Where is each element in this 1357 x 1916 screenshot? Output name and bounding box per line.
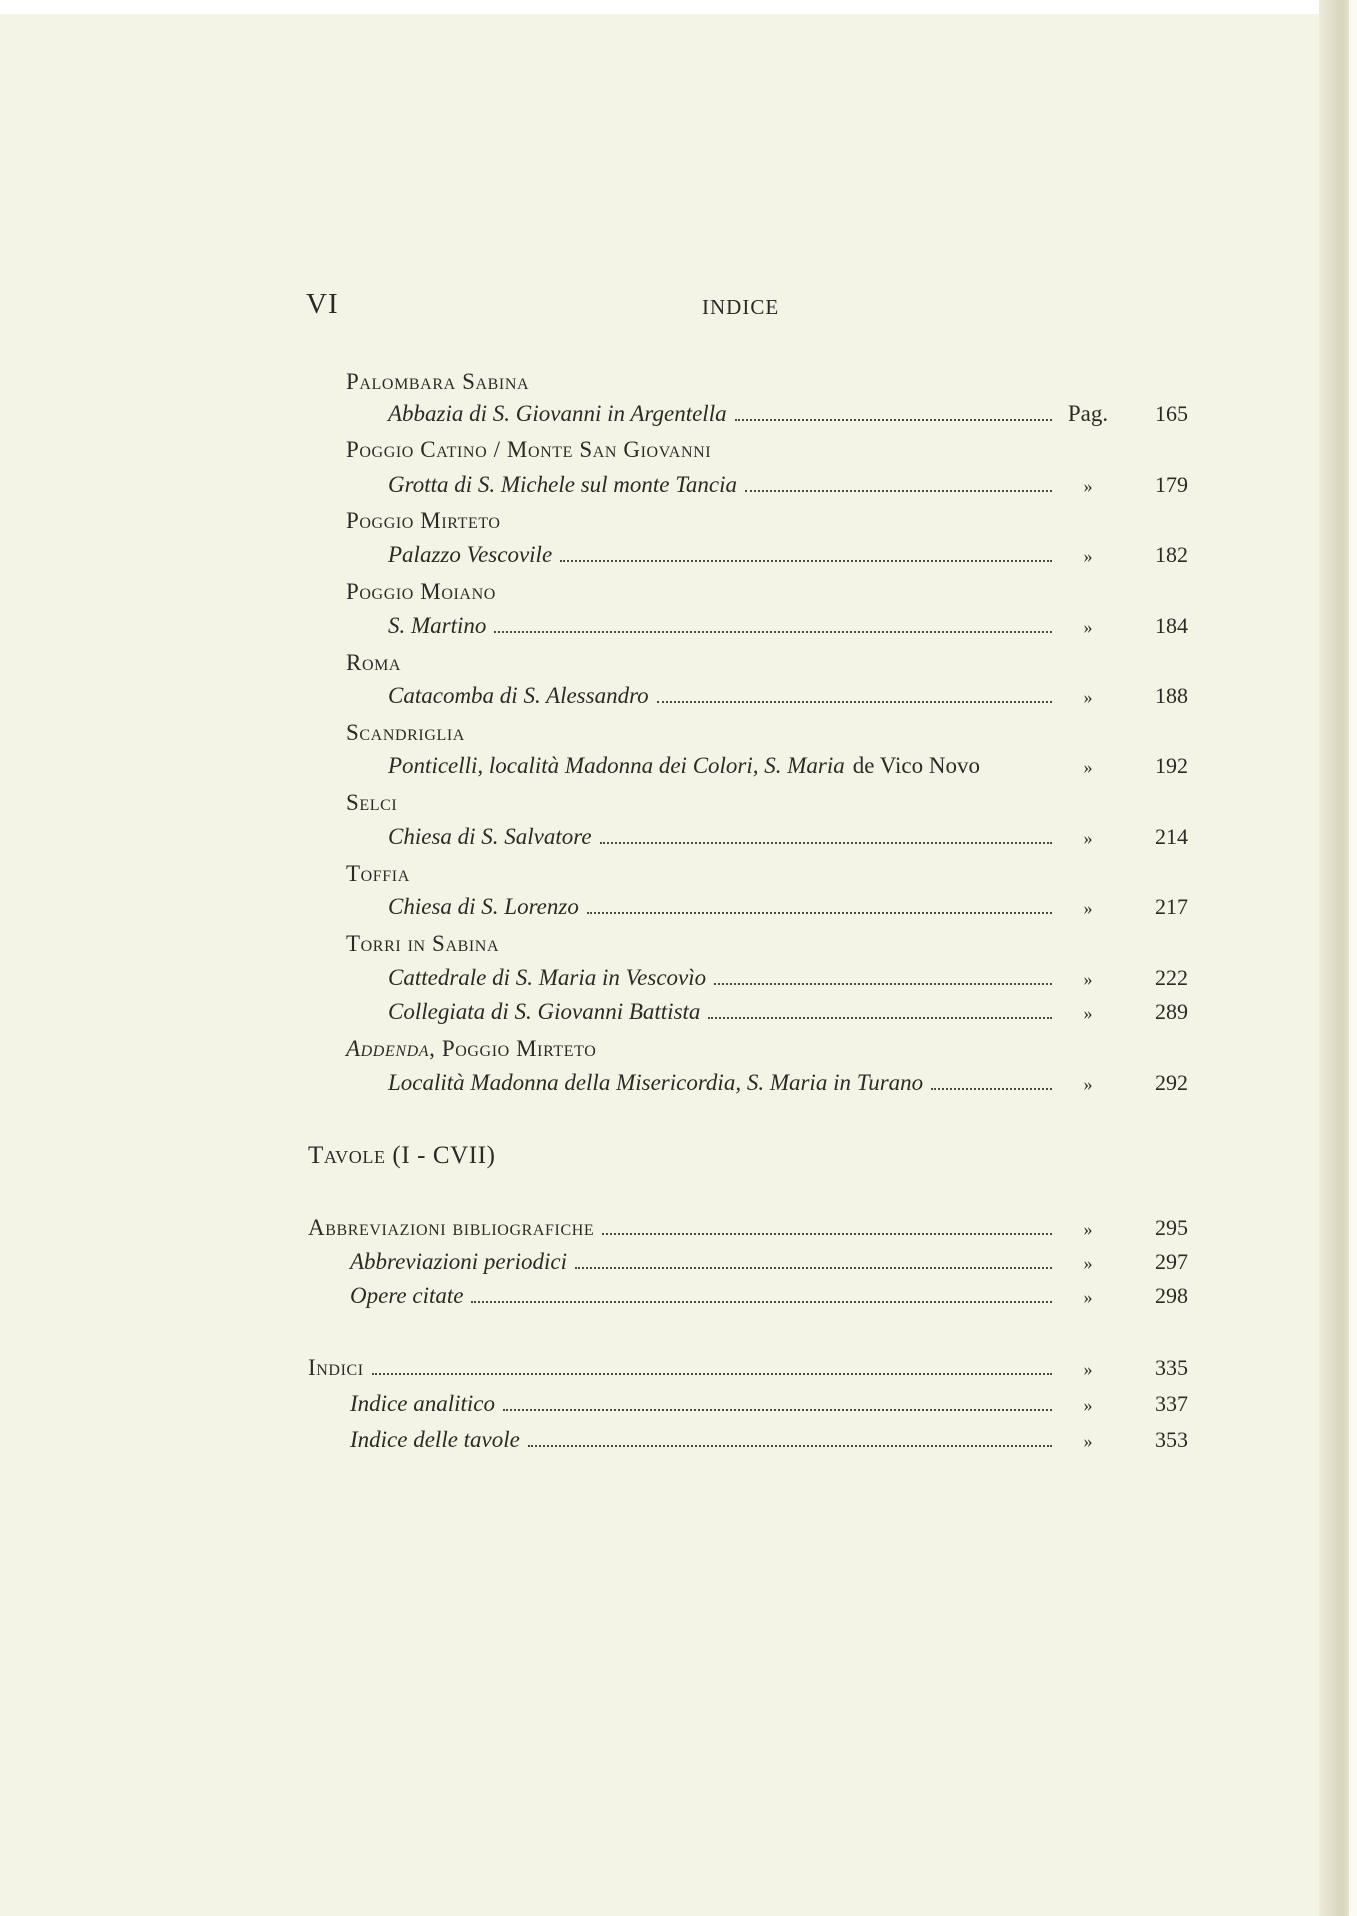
dot-leader [600, 842, 1052, 844]
toc-entry-ref: » [1083, 898, 1093, 918]
toc-entry-ref: » [1083, 1219, 1093, 1239]
toc-place-heading: Palombara Sabina [346, 369, 530, 394]
dot-leader [471, 1301, 1052, 1303]
toc-entry-title: Chiesa di S. Salvatore [388, 824, 592, 849]
toc-entry-ref: » [1083, 757, 1093, 777]
toc-entry[interactable] [388, 469, 1188, 501]
toc-entry-ref: » [1083, 476, 1093, 496]
page-header [306, 288, 1206, 328]
toc-entry-page: 192 [1155, 753, 1188, 778]
dot-leader [494, 631, 1052, 633]
toc-entry[interactable] [388, 680, 1188, 712]
toc-entry-title: Abbazia di S. Giovanni in Argentella [388, 401, 727, 426]
toc-entry-title: Abbreviazioni periodici [350, 1249, 567, 1274]
toc-entry-title: Indice analitico [350, 1391, 495, 1416]
running-head: INDICE [702, 295, 780, 319]
toc-entry[interactable] [388, 398, 1188, 430]
toc-entry-ref: » [1083, 1395, 1093, 1415]
toc-entry[interactable] [350, 1388, 1188, 1420]
toc-place-heading: Poggio Moiano [346, 579, 496, 604]
toc-entry-page: 165 [1155, 401, 1188, 426]
toc-entry-title: S. Martino [388, 613, 487, 638]
toc-entry-title: Località Madonna della Misericordia, S. Maria in Turano [388, 1070, 924, 1095]
page-number: VI [306, 288, 339, 320]
dot-leader [560, 560, 1052, 562]
toc-entry-ref: » [1083, 969, 1093, 989]
dot-leader [931, 1088, 1052, 1090]
toc-entry-title: Ponticelli, località Madonna dei Colori, S. Maria [388, 753, 845, 778]
toc-entry[interactable] [350, 1280, 1188, 1312]
dot-leader [714, 983, 1052, 985]
toc-entry[interactable] [388, 610, 1188, 642]
dot-leader [503, 1409, 1052, 1411]
dot-leader [657, 701, 1052, 703]
toc-entry-title: Palazzo Vescovile [388, 542, 553, 567]
addenda-place: , Poggio Mirteto [429, 1036, 597, 1061]
addenda-label: Addenda [346, 1036, 430, 1061]
toc-entry-page: 182 [1155, 542, 1188, 567]
toc-entry-title: Grotta di S. Michele sul monte Tancia [388, 472, 738, 497]
toc-entry-page: 295 [1155, 1215, 1188, 1240]
toc-entry-ref: » [1083, 1253, 1093, 1273]
dot-leader [708, 1017, 1052, 1019]
toc-entry-title: Opere citate [350, 1283, 464, 1308]
toc-place-heading: Scandriglia [346, 720, 465, 745]
toc-entry-title: Abbreviazioni bibliografiche [308, 1215, 595, 1240]
toc-place-heading: Torri in Sabina [346, 931, 500, 956]
toc-place-heading: Selci [346, 790, 398, 815]
tavole-heading[interactable]: Tavole (I - CVII) [308, 1142, 496, 1169]
dot-leader [575, 1267, 1052, 1269]
toc-entry-page: 188 [1155, 683, 1188, 708]
toc-entry[interactable] [388, 750, 1188, 782]
toc-entry-ref: » [1083, 1359, 1093, 1379]
toc-entry-ref: » [1083, 1287, 1093, 1307]
toc-entry-title: Chiesa di S. Lorenzo [388, 894, 579, 919]
toc-entry-page: 217 [1155, 894, 1188, 919]
toc-entry[interactable] [388, 891, 1188, 923]
page-edge [1349, 0, 1357, 1916]
toc-entry-page: 337 [1155, 1391, 1188, 1416]
toc-entry[interactable] [308, 1212, 1188, 1244]
toc-place-heading: Poggio Catino / Monte San Giovanni [346, 437, 712, 462]
toc-entry-ref: » [1083, 1431, 1093, 1451]
toc-entry-page: 214 [1155, 824, 1188, 849]
toc-entry-ref: Pag. [1067, 401, 1109, 426]
toc-entry-ref: » [1083, 1003, 1093, 1023]
toc-entry-title: Collegiata di S. Giovanni Battista [388, 999, 701, 1024]
toc-entry-ref: » [1083, 546, 1093, 566]
toc-entry-title: Cattedrale di S. Maria in Vescovìo [388, 965, 707, 990]
toc-entry[interactable] [350, 1424, 1188, 1456]
toc-entry-page: 184 [1155, 613, 1188, 638]
toc-entry-ref: » [1083, 617, 1093, 637]
dot-leader [372, 1373, 1052, 1375]
toc-entry-title: Catacomba di S. Alessandro [388, 683, 649, 708]
toc-entry-page: 353 [1155, 1427, 1188, 1452]
toc-entry-ref: » [1083, 687, 1093, 707]
toc-place-heading: Poggio Mirteto [346, 508, 501, 533]
toc-place-heading [346, 1033, 596, 1065]
toc-entry[interactable] [388, 821, 1188, 853]
toc-entry[interactable] [388, 1067, 1188, 1099]
toc-entry-page: 298 [1155, 1283, 1188, 1308]
toc-entry[interactable] [350, 1246, 1188, 1278]
toc-entry-page: 222 [1155, 965, 1188, 990]
dot-leader [587, 912, 1052, 914]
toc-entry-title: Indice delle tavole [350, 1427, 520, 1452]
dot-leader [745, 490, 1052, 492]
toc-place-heading: Roma [346, 650, 402, 675]
toc-entry-ref: » [1083, 828, 1093, 848]
toc-entry-title-roman: de Vico Novo [852, 753, 980, 778]
toc-entry[interactable] [388, 539, 1188, 571]
dot-leader [735, 419, 1052, 421]
dot-leader [988, 771, 1052, 773]
toc-entry-page: 179 [1155, 472, 1188, 497]
toc-entry-ref: » [1083, 1074, 1093, 1094]
toc-entry[interactable] [308, 1352, 1188, 1384]
toc-entry-page: 335 [1155, 1355, 1188, 1380]
toc-place-heading: Toffia [346, 861, 410, 886]
toc-entry-page: 292 [1155, 1070, 1188, 1095]
toc-entry-page: 289 [1155, 999, 1188, 1024]
toc-entry[interactable] [388, 996, 1188, 1028]
dot-leader [528, 1445, 1052, 1447]
toc-entry[interactable] [388, 962, 1188, 994]
toc-entry-title: Indici [308, 1355, 364, 1380]
toc-entry-page: 297 [1155, 1249, 1188, 1274]
dot-leader [602, 1233, 1052, 1235]
